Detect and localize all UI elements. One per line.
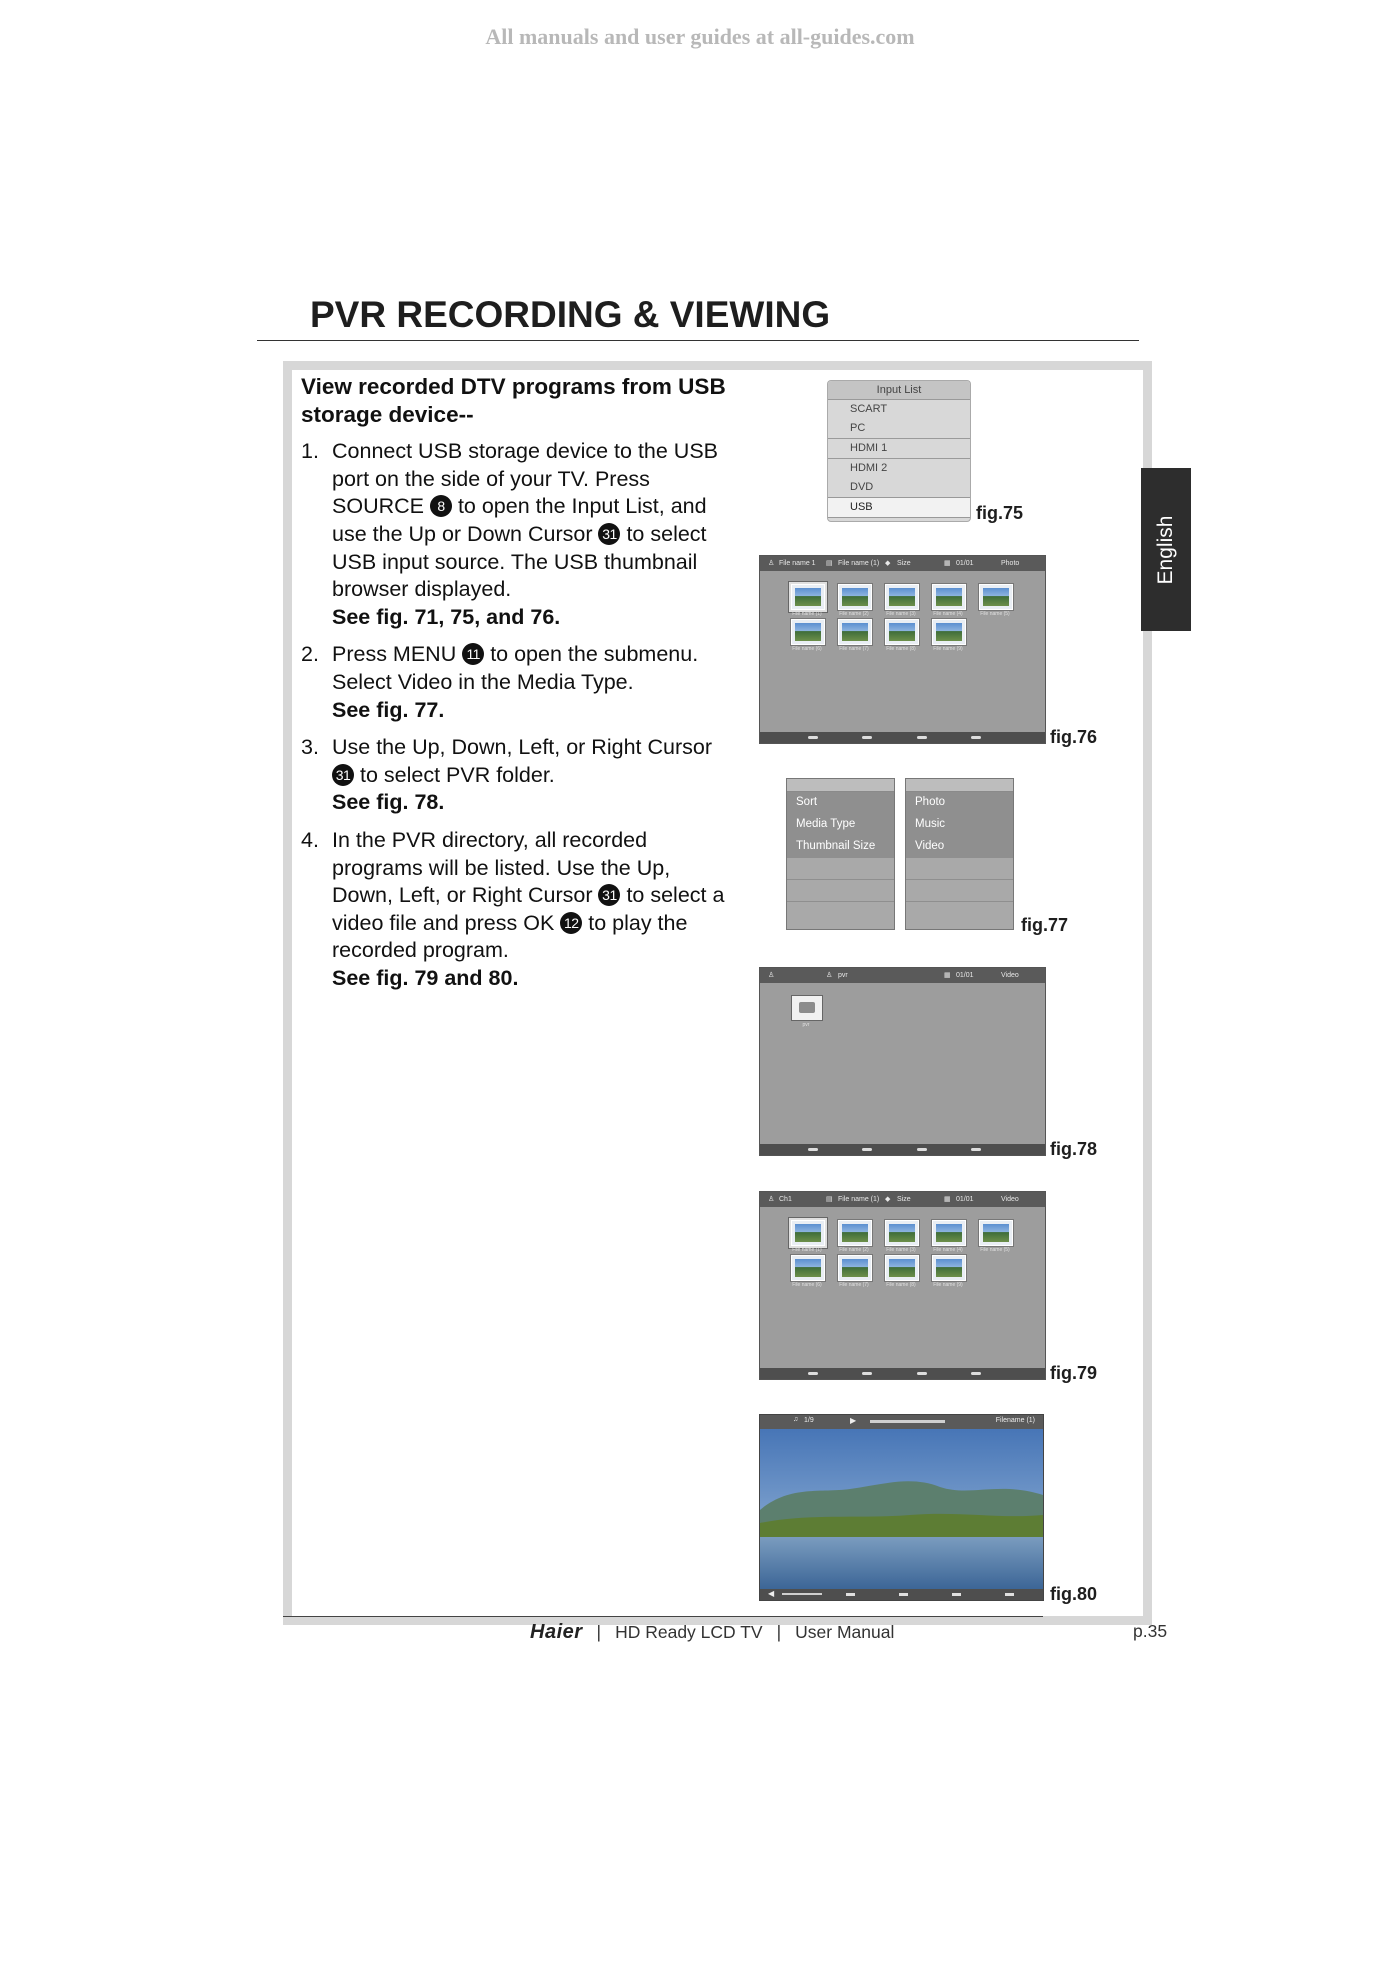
pvr-folder-browser <box>759 967 1046 1156</box>
thumbnail[interactable] <box>791 584 825 610</box>
key-badge: 11 <box>462 643 484 665</box>
step-2 <box>301 641 731 724</box>
key-badge: 12 <box>560 912 582 934</box>
key-badge: 8 <box>430 495 452 517</box>
play-icon[interactable]: ▶ <box>850 1416 857 1425</box>
page-counter: 01/01 <box>956 560 974 567</box>
thumbnail[interactable] <box>932 1255 966 1281</box>
fig77-label: fig.77 <box>1021 915 1069 935</box>
input-list-menu <box>827 380 971 522</box>
file-icon: ▤ <box>826 1196 833 1203</box>
step-3 <box>301 734 731 817</box>
thumbnail[interactable] <box>979 1220 1013 1246</box>
step-text: to select a video file and press OK <box>332 883 725 935</box>
step-number: 4. <box>301 827 319 852</box>
step-text: to open the submenu. Select Video in the Media Type. <box>332 642 699 694</box>
current-folder: pvr <box>838 972 848 979</box>
thumbnail-caption: File name (3) <box>886 1247 916 1253</box>
thumbnail-caption: File name (7) <box>839 646 869 652</box>
key-badge: 31 <box>332 764 354 786</box>
current-name: Ch1 <box>779 1196 792 1203</box>
input-item-scart[interactable]: SCART <box>850 403 888 415</box>
size-icon: ◆ <box>885 560 891 567</box>
input-item-dvd[interactable]: DVD <box>850 481 874 493</box>
step-text: to select PVR folder. <box>354 762 555 787</box>
thumbnail-caption: File name (9) <box>933 646 963 652</box>
thumbnail[interactable] <box>885 1220 919 1246</box>
browser-top-bar <box>760 556 1045 571</box>
thumbnail-caption: File name (1) <box>792 611 822 617</box>
thumbnail-caption: File name (9) <box>933 1282 963 1288</box>
size-label: Size <box>897 560 911 567</box>
thumbnail[interactable] <box>979 584 1013 610</box>
thumbnail[interactable] <box>932 584 966 610</box>
pvr-folder-icon[interactable] <box>791 995 823 1021</box>
brand-logo: Haier <box>530 1621 583 1643</box>
submenu-panel <box>786 778 895 930</box>
language-label: English <box>1154 515 1177 584</box>
media-type-music[interactable]: Music <box>906 814 1013 836</box>
thumbnail-caption: File name (4) <box>933 1247 963 1253</box>
current-name: File name 1 <box>779 560 816 567</box>
footer-divider <box>283 1616 1043 1617</box>
video-player <box>759 1414 1044 1601</box>
current-file: File name (1) <box>838 1196 880 1203</box>
thumbnail[interactable] <box>885 619 919 645</box>
browser-top-bar <box>760 968 1045 983</box>
media-type-panel <box>905 778 1014 930</box>
step-text: In the PVR directory, all recorded programs will be listed. Use the Up, Down, Left, or Right Cursor <box>332 827 671 908</box>
thumbnail-caption: File name (8) <box>886 646 916 652</box>
page-counter: 01/01 <box>956 972 974 979</box>
thumbnail-caption: File name (6) <box>792 646 822 652</box>
step-1 <box>301 438 731 631</box>
step-text: to open the Input List, and use the Up or Down Cursor <box>332 494 707 546</box>
submenu-item-sort[interactable]: Sort <box>787 792 894 814</box>
file-icon: ▤ <box>826 560 833 567</box>
usb-icon: ♙ <box>768 560 775 567</box>
input-item-pc[interactable]: PC <box>850 422 866 434</box>
video-file-browser <box>759 1191 1046 1380</box>
page-icon: ▦ <box>944 1196 951 1203</box>
folder-caption: pvr <box>802 1022 810 1028</box>
thumbnail[interactable] <box>932 1220 966 1246</box>
thumbnail-caption: File name (8) <box>886 1282 916 1288</box>
page-title: PVR RECORDING & VIEWING <box>310 294 831 335</box>
thumbnail[interactable] <box>838 619 872 645</box>
thumbnail-caption: File name (2) <box>839 1247 869 1253</box>
video-filename: Filename (1) <box>995 1417 1035 1424</box>
thumbnail[interactable] <box>932 619 966 645</box>
submenu-item-media-type[interactable]: Media Type <box>787 814 894 836</box>
watermark: All manuals and user guides at all-guides.com <box>485 24 915 49</box>
page-counter: 01/01 <box>956 1196 974 1203</box>
thumbnail[interactable] <box>885 584 919 610</box>
product-name: HD Ready LCD TV <box>615 1622 763 1642</box>
size-icon: ◆ <box>885 1196 891 1203</box>
figure-reference: See fig. 77. <box>332 697 445 722</box>
volume-icon[interactable]: ◀ <box>768 1589 775 1598</box>
figure-reference: See fig. 78. <box>332 790 445 815</box>
fig80-label: fig.80 <box>1050 1584 1098 1604</box>
page-icon: ▦ <box>944 560 951 567</box>
figure-reference: See fig. 71, 75, and 76. <box>332 604 561 629</box>
fig79-label: fig.79 <box>1050 1363 1098 1383</box>
current-file: File name (1) <box>838 560 880 567</box>
step-number: 2. <box>301 642 319 667</box>
submenu-item-thumbnail-size[interactable]: Thumbnail Size <box>787 836 894 858</box>
thumbnail-caption: File name (5) <box>980 611 1010 617</box>
browser-top-bar <box>760 1192 1045 1207</box>
thumbnail[interactable] <box>838 1220 872 1246</box>
thumbnail-caption: File name (1) <box>792 1247 822 1253</box>
thumbnail[interactable] <box>838 584 872 610</box>
thumbnail-caption: File name (2) <box>839 611 869 617</box>
document-name: User Manual <box>795 1622 895 1642</box>
folder-icon: ♙ <box>826 972 833 979</box>
thumbnail[interactable] <box>791 619 825 645</box>
browser-bottom-bar <box>760 1144 1045 1155</box>
input-item-hdmi1[interactable]: HDMI 1 <box>828 438 970 458</box>
section-heading: View recorded DTV programs from USB storage device-- <box>301 374 726 427</box>
thumbnail-caption: File name (3) <box>886 611 916 617</box>
page-icon: ▦ <box>944 972 951 979</box>
track-counter: 1/9 <box>804 1417 814 1424</box>
video-frame <box>760 1415 1043 1600</box>
step-number: 1. <box>301 439 319 464</box>
fig76-label: fig.76 <box>1050 727 1098 747</box>
instructions <box>301 373 731 1002</box>
thumbnail-caption: File name (6) <box>792 1282 822 1288</box>
key-badge: 31 <box>598 523 620 545</box>
usb-thumbnail-browser <box>759 555 1046 744</box>
media-type: Photo <box>1001 560 1020 567</box>
thumbnail-caption: File name (7) <box>839 1282 869 1288</box>
input-item-hdmi2[interactable]: HDMI 2 <box>828 458 970 478</box>
browser-bottom-bar <box>760 732 1045 743</box>
media-type-video[interactable]: Video <box>906 836 1013 858</box>
usb-icon: ♙ <box>768 1196 775 1203</box>
thumbnail[interactable] <box>791 1255 825 1281</box>
step-text: Press MENU <box>332 642 463 667</box>
language-tab <box>1141 468 1191 631</box>
title-divider <box>257 340 1139 341</box>
media-type: Video <box>1001 1196 1019 1203</box>
step-number: 3. <box>301 735 319 760</box>
step-text: to play the recorded program. <box>332 910 688 963</box>
media-type: Video <box>1001 972 1019 979</box>
step-text: to select USB input source. The USB thumbnail browser displayed. <box>332 521 707 602</box>
thumbnail[interactable] <box>885 1255 919 1281</box>
footer: Haier | HD Ready LCD TV | User Manual <box>530 1621 895 1643</box>
step-4 <box>301 827 731 993</box>
input-list-title: Input List <box>828 381 970 400</box>
media-type-photo[interactable]: Photo <box>906 792 1013 814</box>
step-text: Connect USB storage device to the USB port on the side of your TV. Press SOURCE <box>332 439 719 519</box>
fig78-label: fig.78 <box>1050 1139 1098 1159</box>
step-text: Use the Up, Down, Left, or Right Cursor <box>332 735 712 760</box>
thumbnail-caption: File name (5) <box>980 1247 1010 1253</box>
figure-reference: See fig. 79 and 80. <box>332 965 519 990</box>
key-badge: 31 <box>598 884 620 906</box>
usb-icon: ♙ <box>768 972 775 979</box>
music-icon: ♫ <box>793 1416 799 1423</box>
browser-bottom-bar <box>760 1368 1045 1379</box>
size-label: Size <box>897 1196 911 1203</box>
fig75-label: fig.75 <box>976 503 1024 523</box>
input-item-usb[interactable]: USB <box>828 497 970 518</box>
thumbnail[interactable] <box>838 1255 872 1281</box>
thumbnail[interactable] <box>791 1220 825 1246</box>
page-number: p.35 <box>1133 1621 1168 1641</box>
thumbnail-caption: File name (4) <box>933 611 963 617</box>
